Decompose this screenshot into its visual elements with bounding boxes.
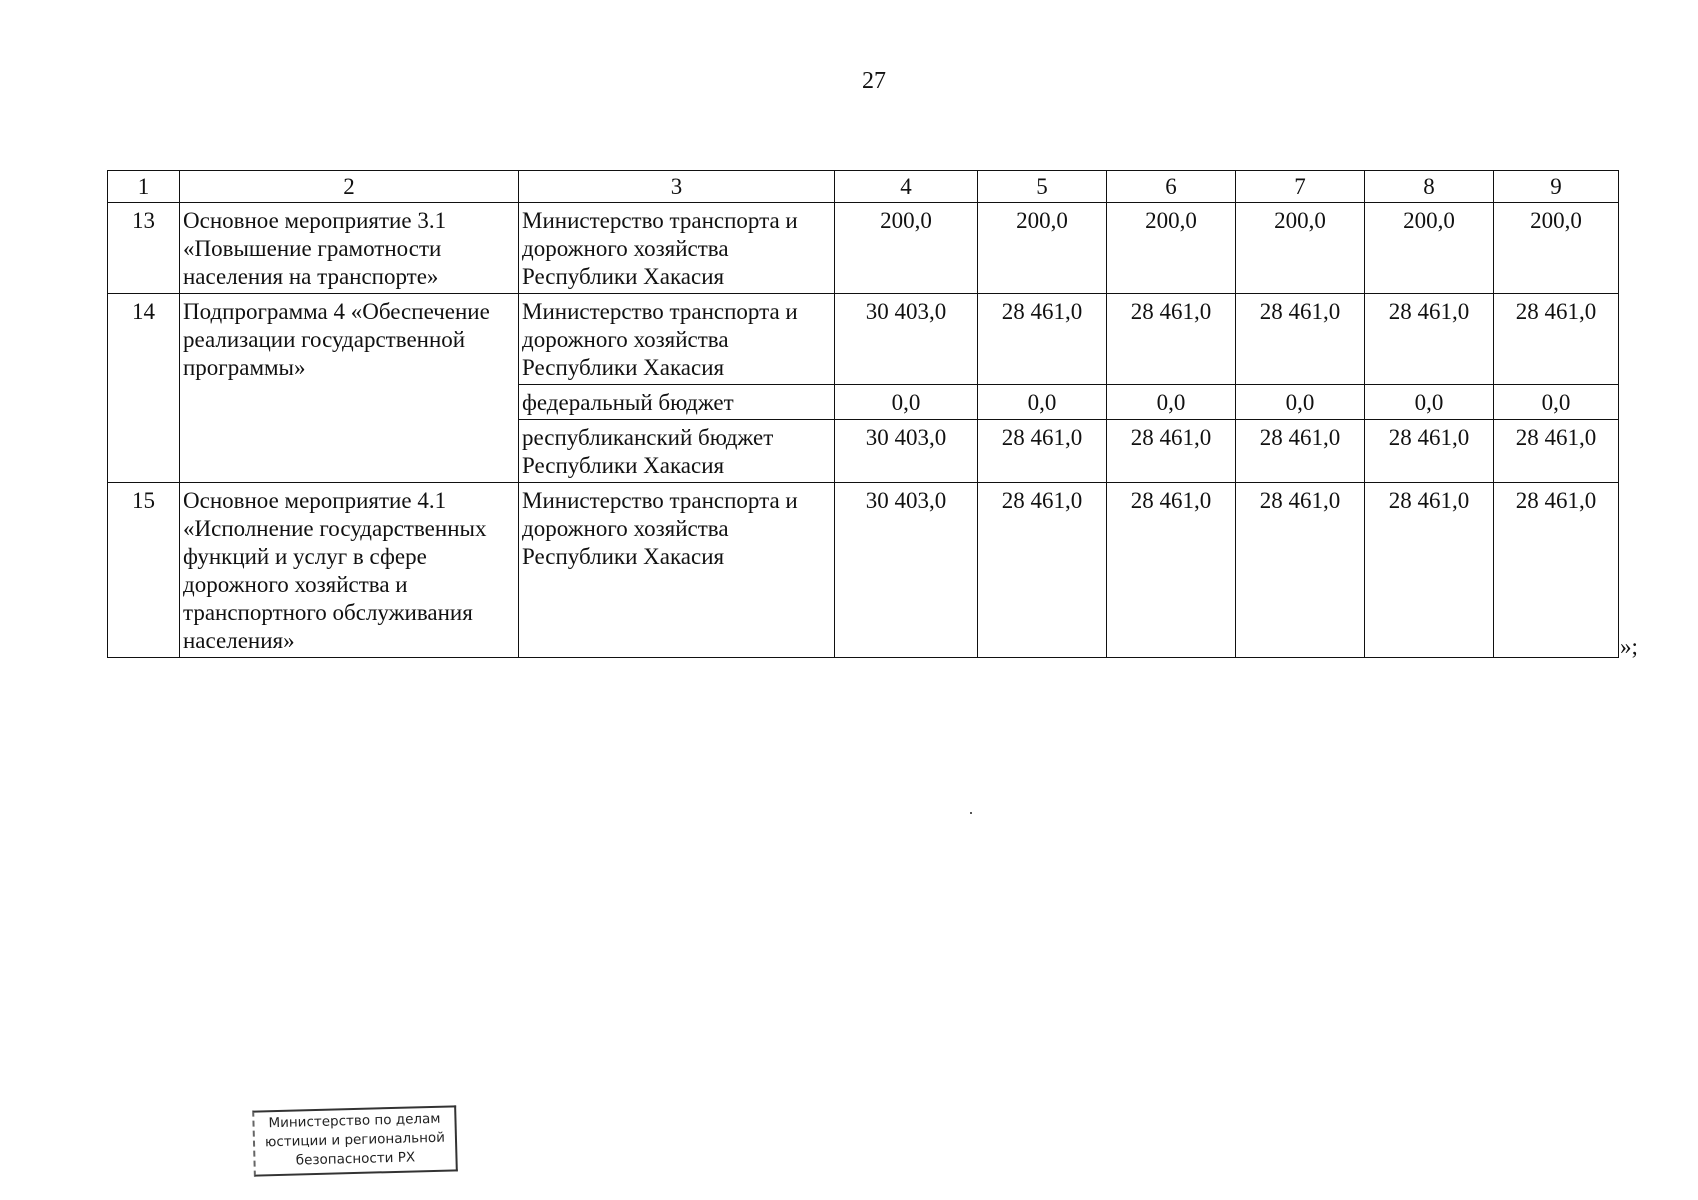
header-cell: 7: [1236, 171, 1365, 203]
stamp-line: безопасности РХ: [295, 1149, 416, 1169]
header-cell: 3: [519, 171, 835, 203]
header-cell: 8: [1365, 171, 1494, 203]
stamp-line: Министерство по делам: [268, 1110, 441, 1132]
row-number: 14: [108, 294, 180, 483]
value-cell: 200,0: [835, 203, 978, 294]
header-cell: 4: [835, 171, 978, 203]
value-cell: 200,0: [1107, 203, 1236, 294]
row-title: Подпрограмма 4 «Обеспечение реализации государственной программы»: [180, 294, 519, 483]
value-cell: 28 461,0: [1365, 420, 1494, 483]
row-source: Министерство транспорта и дорожного хозяйства Республики Хакасия: [519, 203, 835, 294]
value-cell: 28 461,0: [1107, 483, 1236, 658]
row-source: республиканский бюджет Республики Хакасия: [519, 420, 835, 483]
header-row: [108, 171, 1619, 203]
value-cell: 0,0: [978, 385, 1107, 420]
row-source: Министерство транспорта и дорожного хозяйства Республики Хакасия: [519, 294, 835, 385]
closing-quote-mark: »;: [1620, 634, 1638, 659]
value-cell: 28 461,0: [1107, 294, 1236, 385]
value-cell: 0,0: [1107, 385, 1236, 420]
row-title: Основное мероприятие 3.1 «Повышение грамотности населения на транспорте»: [180, 203, 519, 294]
value-cell: 28 461,0: [1236, 420, 1365, 483]
value-cell: 28 461,0: [978, 483, 1107, 658]
value-cell: 200,0: [1365, 203, 1494, 294]
header-cell: 1: [108, 171, 180, 203]
value-cell: 0,0: [1236, 385, 1365, 420]
page-number: 27: [862, 68, 886, 94]
row-number: 15: [108, 483, 180, 658]
value-cell: 0,0: [1494, 385, 1619, 420]
header-cell: 6: [1107, 171, 1236, 203]
value-cell: 28 461,0: [1494, 294, 1619, 385]
value-cell: 0,0: [1365, 385, 1494, 420]
value-cell: 28 461,0: [1365, 294, 1494, 385]
table-row: [108, 483, 1619, 658]
value-cell: 30 403,0: [835, 420, 978, 483]
value-cell: 28 461,0: [1107, 420, 1236, 483]
header-cell: 5: [978, 171, 1107, 203]
value-cell: 28 461,0: [1236, 294, 1365, 385]
row-source: Министерство транспорта и дорожного хозяйства Республики Хакасия: [519, 483, 835, 658]
table-row: [108, 294, 1619, 385]
budget-table: [107, 170, 1619, 658]
value-cell: 200,0: [1236, 203, 1365, 294]
row-source: федеральный бюджет: [519, 385, 835, 420]
value-cell: 200,0: [1494, 203, 1619, 294]
stamp-line: юстиции и региональной: [264, 1129, 446, 1151]
header-cell: 2: [180, 171, 519, 203]
scan-speck: [970, 812, 972, 814]
row-title: Основное мероприятие 4.1 «Исполнение государственных функций и услуг в сфере дорожного хозяйства и транспортного обслуживания населения»: [180, 483, 519, 658]
value-cell: 28 461,0: [1494, 483, 1619, 658]
value-cell: 28 461,0: [1236, 483, 1365, 658]
value-cell: 200,0: [978, 203, 1107, 294]
value-cell: 28 461,0: [978, 294, 1107, 385]
row-number: 13: [108, 203, 180, 294]
table-row: [108, 203, 1619, 294]
value-cell: 30 403,0: [835, 483, 978, 658]
value-cell: 28 461,0: [1365, 483, 1494, 658]
value-cell: 0,0: [835, 385, 978, 420]
value-cell: 28 461,0: [1494, 420, 1619, 483]
value-cell: 28 461,0: [978, 420, 1107, 483]
header-cell: 9: [1494, 171, 1619, 203]
registration-stamp: [252, 1105, 458, 1176]
value-cell: 30 403,0: [835, 294, 978, 385]
